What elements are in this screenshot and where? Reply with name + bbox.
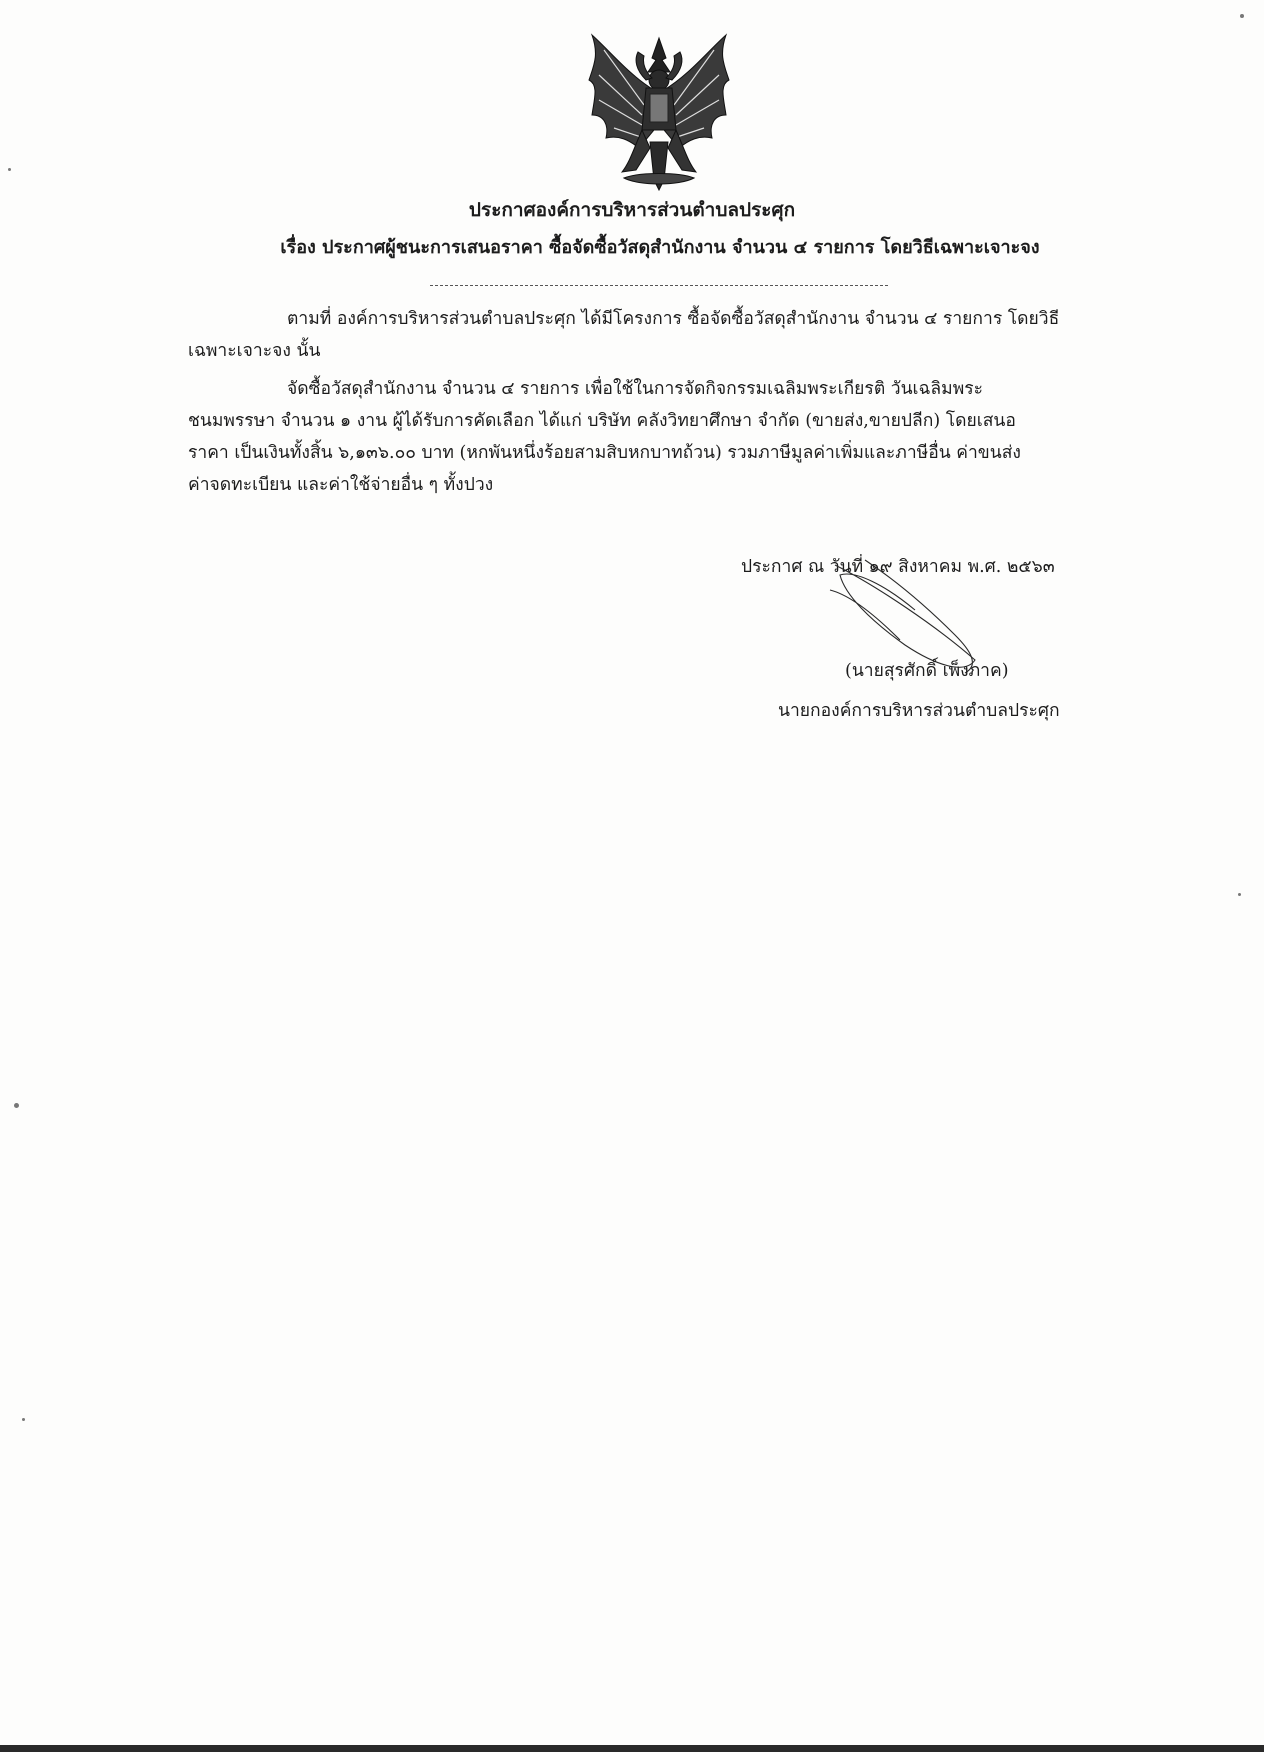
paragraph-2-line-1: จัดซื้อวัสดุสำนักงาน จำนวน ๔ รายการ เพื่อใช้ในการจัดกิจกรรมเฉลิมพระเกียรติ วันเฉลิมพระ <box>287 379 984 399</box>
announcement-subject: เรื่อง ประกาศผู้ชนะการเสนอราคา ซื้อจัดซื้อวัสดุสำนักงาน จำนวน ๔ รายการ โดยวิธีเฉพาะเจาะจง <box>280 237 1040 258</box>
scan-speck <box>1240 14 1244 18</box>
scan-speck <box>8 168 11 171</box>
scan-speck <box>1238 893 1241 896</box>
header-divider <box>430 285 888 286</box>
paragraph-2-line-3: ราคา เป็นเงินทั้งสิ้น ๖,๑๓๖.๐๐ บาท (หกพันหนึ่งร้อยสามสิบหกบาทถ้วน) รวมภาษีมูลค่าเพิ่มและภาษีอื่น ค่าขนส่ง <box>188 443 1021 463</box>
signer-name: (นายสุรศักดิ์ เพ็งภาค) <box>845 661 1009 681</box>
paragraph-2-line-2: ชนมพรรษา จำนวน ๑ งาน ผู้ได้รับการคัดเลือก ได้แก่ บริษัท คลังวิทยาศึกษา จำกัด (ขายส่ง,ขายปลีก) โดยเสนอ <box>188 411 1016 431</box>
scan-speck <box>14 1103 19 1108</box>
paragraph-1-line-1: ตามที่ องค์การบริหารส่วนตำบลประศุก ได้มีโครงการ ซื้อจัดซื้อวัสดุสำนักงาน จำนวน ๔ รายการ โดยวิธี <box>287 309 1060 329</box>
announcement-title: ประกาศองค์การบริหารส่วนตำบลประศุก <box>468 199 796 221</box>
paragraph-1-line-2: เฉพาะเจาะจง นั้น <box>188 341 321 361</box>
scan-bottom-edge <box>0 1745 1264 1752</box>
signer-position: นายกองค์การบริหารส่วนตำบลประศุก <box>778 701 1060 721</box>
scan-speck <box>22 1418 25 1421</box>
paragraph-2-line-4: ค่าจดทะเบียน และค่าใช้จ่ายอื่น ๆ ทั้งปวง <box>188 475 494 495</box>
garuda-emblem-icon <box>584 30 734 198</box>
announcement-date: ประกาศ ณ วันที่ ๑๙ สิงหาคม พ.ศ. ๒๕๖๓ <box>741 557 1055 577</box>
